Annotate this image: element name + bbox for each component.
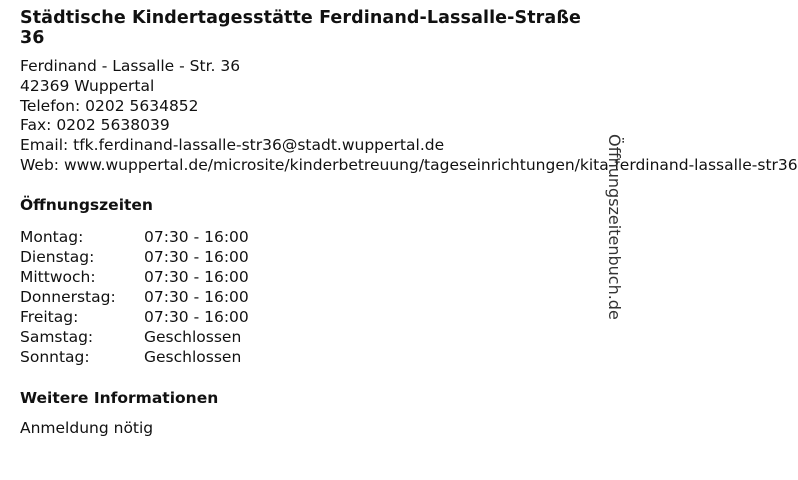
address-block [20,57,798,176]
street-address: Ferdinand - Lassalle - Str. 36 [20,57,241,75]
day-hours: 07:30 - 16:00 [144,267,249,286]
day-label: Samstag: [20,327,94,346]
opening-hours-table [20,227,600,367]
day-hours: Geschlossen [144,327,242,346]
hours-row-monday [20,227,600,247]
day-hours: 07:30 - 16:00 [144,307,249,326]
more-info-text: Anmeldung nötig [20,418,154,437]
page-title: Städtische Kindertagesstätte Ferdinand-Lassalle-Straße 36 [20,8,581,48]
day-label: Sonntag: [20,347,90,366]
hours-row-tuesday [20,247,600,267]
day-label: Donnerstag: [20,287,116,306]
city-address: 42369 Wuppertal [20,76,155,95]
hours-row-sunday [20,347,600,367]
day-hours: 07:30 - 16:00 [144,247,249,266]
day-label: Freitag: [20,307,79,326]
day-label: Dienstag: [20,247,95,266]
day-hours: Geschlossen [144,347,242,366]
more-info-heading: Weitere Informationen [20,388,219,407]
phone-number[interactable]: Telefon: 0202 5634852 [20,96,199,115]
hours-row-thursday [20,287,600,307]
email-address[interactable]: Email: tfk.ferdinand-lassalle-str36@stadt.wuppertal.de [20,136,445,155]
day-label: Mittwoch: [20,267,96,286]
day-hours: 07:30 - 16:00 [144,227,249,246]
opening-hours-heading: Öffnungszeiten [20,195,153,214]
day-label: Montag: [20,227,84,246]
hours-row-saturday [20,327,600,347]
fax-number: Fax: 0202 5638039 [20,116,170,135]
hours-row-friday [20,307,600,327]
day-hours: 07:30 - 16:00 [144,287,249,306]
hours-row-wednesday [20,267,600,287]
website-link[interactable]: Web: www.wuppertal.de/microsite/kinderbetreuung/tageseinrichtungen/kita-ferdinand-lassalle-str36 [20,155,798,174]
brand-watermark: Öffnungszeitenbuch.de [605,134,624,320]
